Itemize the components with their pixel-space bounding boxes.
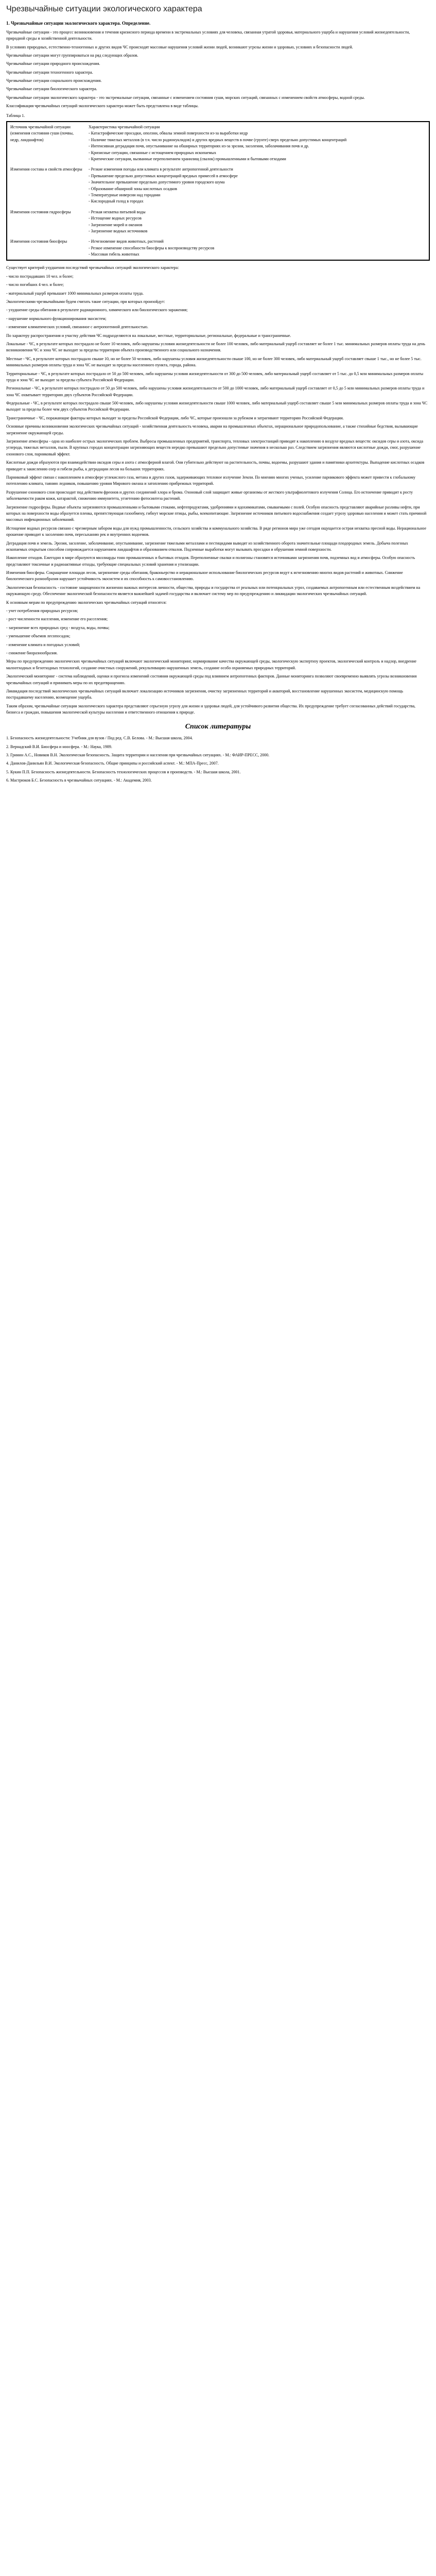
paragraph: Разрушение озонового слоя происходит под действием фреонов и других соединений хлора и брома. Озоновый слой защищает живые организмы от жесткого ультрафиолетового излучения Солнца. Его истончение приводит к росту заболеваемости раком кожи, катарактой, снижению иммунитета, угнетению фотосинтеза растений. [6, 489, 413, 501]
table-line: - Резкие изменения погоды или климата в результате антропогенной деятельности [89, 167, 233, 172]
paragraph: Основные причины возникновения экологических чрезвычайных ситуаций - хозяйственная деятельность человека, аварии на промышленных объектах, нерациональное природопользование, а также стихийные бедствия, вызывающие загрязнение окружающей среды. [6, 424, 418, 435]
paragraph: Деградация почв и земель. Эрозия, засоление, заболачивание, опустынивание, загрязнение тяжелыми металлами и пестицидами выводят из хозяйственного оборота значительные площади плодородных земель. Добыча полезных ископаемых открытым способом сопровождается нарушением ландшафтов и образованием отвалов. Подземные выработки могут вызывать просадки и обрушения земной поверхности. [6, 540, 408, 552]
table-line: - Кислородный голод в городах [89, 199, 144, 204]
paragraph: Кислотные дожди образуются при взаимодействии оксидов серы и азота с атмосферной влагой. Они губительно действуют на растительность, почвы, водоемы, разрушают здания и памятники архитектуры. Выпадение кислотных осадков приводит к закислению озер и гибели рыбы, к деградации лесов на больших территориях. [6, 460, 425, 471]
table-line: - Превышение предельно допустимых концентраций вредных примесей в атмосфере [89, 173, 238, 178]
table-cell-characteristics [85, 207, 429, 237]
paragraph: - нарушение нормального функционирования экосистем; [6, 316, 107, 321]
table-line: - Интенсивная деградация почв, опустынивание на обширных территориях из-за эрозии, засоления, заболачивания почв и др. [89, 144, 309, 149]
paragraph: - изменение климатических условий, связанное с антропогенной деятельностью. [6, 325, 149, 330]
reference-item: 2. Вернадский В.И. Биосфера и ноосфера. - М.: Наука, 1989. [6, 744, 112, 749]
reference-item: 3. Гринин А.С., Новиков В.Н. Экологическая безопасность. Защита территории и населения при чрезвычайных ситуациях. - М.: ФАИР-ПРЕСС, 2000. [6, 752, 270, 757]
paragraph: Загрязнение атмосферы - одна из наиболее острых экологических проблем. Выбросы промышленных предприятий, транспорта, тепловых электростанций приводят к накоплению в воздухе вредных веществ: оксидов серы и азота, оксида углерода, тяжелых металлов, пыли. В крупных городах концентрации загрязняющих веществ нередко превышают предельно допустимые значения в несколько раз. Следствием загрязнения являются кислотные дожди, смог, разрушение озонового слоя, парниковый эффект. [6, 439, 424, 456]
paragraph: Меры по предупреждению экологических чрезвычайных ситуаций включают экологический мониторинг, нормирование качества окружающей среды, экологическую экспертизу проектов, экологический контроль и надзор, внедрение малоотходных и безотходных технологий, создание очистных сооружений, рекультивацию нарушенных земель, создание особо охраняемых природных территорий. [6, 659, 416, 670]
reference-item: 4. Данилов-Данильян В.И. Экологическая безопасность. Общие принципы и российский аспект. - М.: МПА-Пресс, 2007. [6, 761, 219, 766]
paragraph: Накопление отходов. Ежегодно в мире образуются миллиарды тонн промышленных и бытовых отходов. Переполненные свалки и полигоны становятся источниками загрязнения почв, подземных вод и атмосферы. Особую опасность представляют токсичные и радиоактивные отходы, требующие специальных условий хранения и утилизации. [6, 555, 415, 567]
table-line: - Резкая нехватка питьевой воды [89, 209, 146, 214]
table-row [7, 164, 429, 207]
paragraph: Территориальные - ЧС, в результате которых пострадало от 50 до 500 человек, либо нарушены условия жизнедеятельности от 300 до 500 человек, либо материальный ущерб составляет от 5 тыс. до 0,5 млн минимальных размеров оплаты труда и зона ЧС не выходит за пределы субъекта Российской Федерации. [6, 371, 424, 382]
table-cell-source: Изменения состава и свойств атмосферы [10, 167, 82, 172]
table-line: - Загрязнение водных источников [89, 228, 148, 233]
table-cell-source: Изменения состояния гидросферы [10, 209, 71, 214]
table-row [7, 236, 429, 260]
body-block [6, 265, 430, 606]
table-row [7, 122, 429, 164]
paragraph: Местные - ЧС, в результате которых пострадало свыше 10, но не более 50 человек, либо нарушены условия жизнедеятельности свыше 100, но не более 300 человек, либо материальный ущерб составляет свыше 1 тыс., но не более 5 тыс. минимальных размеров оплаты труда и зона ЧС не выходит за пределы населенного пункта, города, района. [6, 356, 422, 368]
paragraph: Чрезвычайные ситуации могут группироваться на ряд следующих образов. [6, 53, 138, 58]
paragraph: Чрезвычайные ситуации техногенного характера. [6, 70, 93, 75]
paragraph: Чрезвычайные ситуации социального происхождения. [6, 78, 102, 83]
paragraph: Изменения биосферы. Сокращение площади лесов, загрязнение среды обитания, браконьерство и нерациональное использование биологических ресурсов ведут к исчезновению многих видов растений и животных. Снижение биологического разнообразия нарушает устойчивость экосистем и их способность к самовосстановлению. [6, 570, 403, 582]
table-line: - Резкое изменение способности биосферы к воспроизводству ресурсов [89, 245, 215, 250]
list-item: - рост численности населения, изменение его расселения; [6, 617, 108, 622]
paragraph: Чрезвычайные ситуации экологического характера - это экстремальные ситуации, связанные с изменением состояния суши, морских ситуаций, связанных с изменением свойств атмосферы, водной среды. [6, 95, 365, 100]
table-cell-characteristics [85, 236, 429, 260]
paragraph: - число пострадавших 10 чел. и более; [6, 274, 74, 279]
table-cell-characteristics [85, 164, 429, 207]
paragraph: Локальные - ЧС, в результате которых пострадало не более 10 человек, либо нарушены условия жизнедеятельности не более 100 человек, либо материальный ущерб составляет не более 1 тыс. минимальных размеров оплаты труда на день возникновения ЧС и зона ЧС не выходит за пределы территории объекта производственного или социального назначения. [6, 341, 425, 353]
table-line: - Катастрофические просадки, оползни, обвалы земной поверхности из-за выработки недр [89, 131, 248, 136]
paragraph: Чрезвычайные ситуации биологического характера. [6, 87, 97, 92]
table-line: - Загрязнение морей и океанов [89, 222, 143, 227]
table-line: - Истощение водных ресурсов [89, 216, 142, 221]
paragraph: - материальный ущерб превышает 1000 минимальных размеров оплаты труда. [6, 291, 144, 296]
page-title: Чрезвычайные ситуации экологического характера [6, 5, 202, 13]
table-cell-source: Изменения состояния биосферы [10, 239, 67, 244]
literature-list [6, 735, 430, 784]
table-line: - Значительное превышение предельно допустимого уровня городского шума [89, 180, 225, 185]
closing-block [6, 658, 430, 716]
table-cell-source: Источник чрезвычайной ситуации (изменения состояния суши (почвы, недр, ландшафтов) [10, 125, 74, 142]
list-item: - изменение климата и погодных условий; [6, 642, 80, 647]
intro-block [6, 29, 430, 119]
paragraph: Парниковый эффект связан с накоплением в атмосфере углекислого газа, метана и других газов, задерживающих тепловое излучение Земли. По мнению многих ученых, усиление парникового эффекта может привести к глобальному потеплению климата, таянию ледников, повышению уровня Мирового океана и затоплению прибрежных территорий. [6, 475, 415, 486]
paragraph: Таким образом, чрезвычайные ситуации экологического характера представляют серьезную угрозу для жизни и здоровья людей, для устойчивого развития общества. Их предупреждение требует согласованных действий государства, бизнеса и граждан, повышения экологической культуры населения и ответственного отношения к природе. [6, 703, 416, 715]
table-line: - Наличие тяжелых металлов (в т.ч. число радионуклидов) и других вредных веществ в почве (грунте) сверх предельно допустимых концентраций [89, 137, 347, 142]
list-item: - уменьшение объемов лесопосадок; [6, 634, 71, 639]
paragraph: По характеру распространения и участку действия ЧС подразделяются на локальные, местные, территориальные, региональные, федеральные и трансграничные. [6, 333, 291, 338]
paragraph: Ликвидация последствий экологических чрезвычайных ситуаций включает локализацию источников загрязнения, очистку загрязненных территорий и акваторий, восстановление нарушенных экосистем, медицинскую помощь пострадавшему населению, возмещение ущерба. [6, 688, 404, 700]
table-line: - Исчезновение видов животных, растений [89, 239, 164, 244]
list-item: - учет потребления природных ресурсов; [6, 608, 78, 614]
paragraph: Чрезвычайные ситуации - это процесс возникновения и течения кризисного периода времени в экстремальных условиях для человека, связанная утратой здоровья, материального ущерба и нарушения условий жизнедеятельности, природной среды и хозяйственной деятельности. [6, 29, 410, 41]
table-line: - Критические ситуации, вызванные переполнением хранилищ (свалок) промышленными и бытовыми отходами [89, 156, 286, 161]
reference-item: 6. Мастрюков Б.С. Безопасность в чрезвычайных ситуациях. - М.: Академия, 2003. [6, 778, 152, 783]
paragraph: Трансграничные - ЧС, поражающие факторы которых выходят за пределы Российской Федерации, либо ЧС, которые произошли за рубежом и затрагивают территорию Российской Федерации. [6, 415, 344, 420]
measures-list [6, 608, 430, 656]
paragraph: Экологическая безопасность - состояние защищенности жизненно важных интересов личности, общества, природы и государства от реальных или потенциальных угроз, создаваемых антропогенным или естественным воздействием на окружающую среду. Обеспечение экологической безопасности является важнейшей задачей государства и включает систему мер по предупреждению и ликвидации экологических чрезвычайных ситуаций. [6, 585, 421, 597]
paragraph: - ухудшение среды обитания в результате радиационного, химического или биологического заражения; [6, 308, 188, 313]
classification-table [6, 121, 430, 261]
table-line: - Массовая гибель животных [89, 252, 139, 257]
literature-title: Список литературы [185, 722, 251, 731]
table-line: - Кризисные ситуации, связанные с истощением природных ископаемых [89, 150, 216, 155]
reference-item: 1. Безопасность жизнедеятельности: Учебник для вузов / Под ред. С.В. Белова. - М.: Высшая школа, 2004. [6, 736, 193, 741]
paragraph: Экологический мониторинг - система наблюдений, оценки и прогноза изменений состояния окружающей среды под влиянием антропогенных факторов. Данные мониторинга позволяют своевременно выявлять угрозы возникновения чрезвычайных ситуаций и принимать меры по их предотвращению. [6, 674, 417, 685]
paragraph: В условиях природных, естественно-техногенных и других видов ЧС происходят массовые нарушения условий жизни людей, возникают угрозы жизни и здоровью, условиях и безопасности людей. [6, 44, 353, 49]
paragraph: Существует критерий ухудшения последствий чрезвычайных ситуаций экологического характера: [6, 265, 179, 270]
table-caption: Таблица 1. [6, 113, 25, 118]
paragraph: Чрезвычайные ситуации природного происхождения. [6, 61, 100, 66]
table-line: - Температурные инверсии над городами [89, 192, 161, 197]
section-heading: 1. Чрезвычайные ситуации экологического характера. Определение. [6, 20, 151, 26]
paragraph: Федеральные - ЧС, в результате которых пострадало свыше 500 человек, либо нарушены условия жизнедеятельности свыше 1000 человек, либо материальный ущерб составляет свыше 5 млн минимальных размеров оплаты труда и зона ЧС выходит за пределы более чем двух субъектов Российской Федерации. [6, 401, 428, 412]
table-line: Характеристика чрезвычайной ситуации [89, 125, 160, 130]
document-page [0, 0, 436, 792]
paragraph: Экологическими чрезвычайными будем считать такие ситуации, при которых произойдут: [6, 299, 165, 304]
reference-item: 5. Кукин П.П. Безопасность жизнедеятельности. Безопасность технологических процессов и производств. - М.: Высшая школа, 2001. [6, 769, 241, 774]
paragraph: Истощение водных ресурсов связано с чрезмерным забором воды для нужд промышленности, сельского хозяйства и коммунального хозяйства. В ряде регионов мира уже сегодня ощущается острая нехватка пресной воды. Нерациональное орошение приводит к засолению почв, пересыханию рек и внутренних водоемов. [6, 526, 427, 537]
paragraph: К основным мерам по предупреждению экологических чрезвычайных ситуаций относятся: [6, 600, 167, 605]
paragraph: Загрязнение гидросферы. Водные объекты загрязняются промышленными и бытовыми стоками, нефтепродуктами, удобрениями и ядохимикатами, смываемыми с полей. Особую опасность представляют аварийные разливы нефти, при которых на поверхности воды образуется пленка, препятствующая газообмену, гибнут морские птицы, рыбы, млекопитающие. Загрязнение источников питьевого водоснабжения создает угрозу здоровью населения и может стать причиной массовых инфекционных заболеваний. [6, 504, 427, 522]
table-line: - Образование обширной зоны кислотных осадков [89, 186, 177, 191]
paragraph: - число погибших 4 чел. и более; [6, 282, 64, 287]
list-item: - загрязнение всех природных сред - воздуха, воды, почвы; [6, 625, 110, 630]
paragraph: Региональные - ЧС, в результате которых пострадало от 50 до 500 человек, либо нарушены условия жизнедеятельности от 500 до 1000 человек, либо материальный ущерб составляет от 0,5 до 5 млн минимальных размеров оплаты труда и зона ЧС охватывает территорию двух субъектов Российской Федерации. [6, 386, 425, 397]
list-item: - снижение биоразнообразия. [6, 650, 58, 655]
table-cell-characteristics [85, 122, 429, 164]
paragraph: Классификация чрезвычайных ситуаций экологического характера может быть представлена в виде таблицы. [6, 104, 199, 109]
table-row [7, 207, 429, 237]
